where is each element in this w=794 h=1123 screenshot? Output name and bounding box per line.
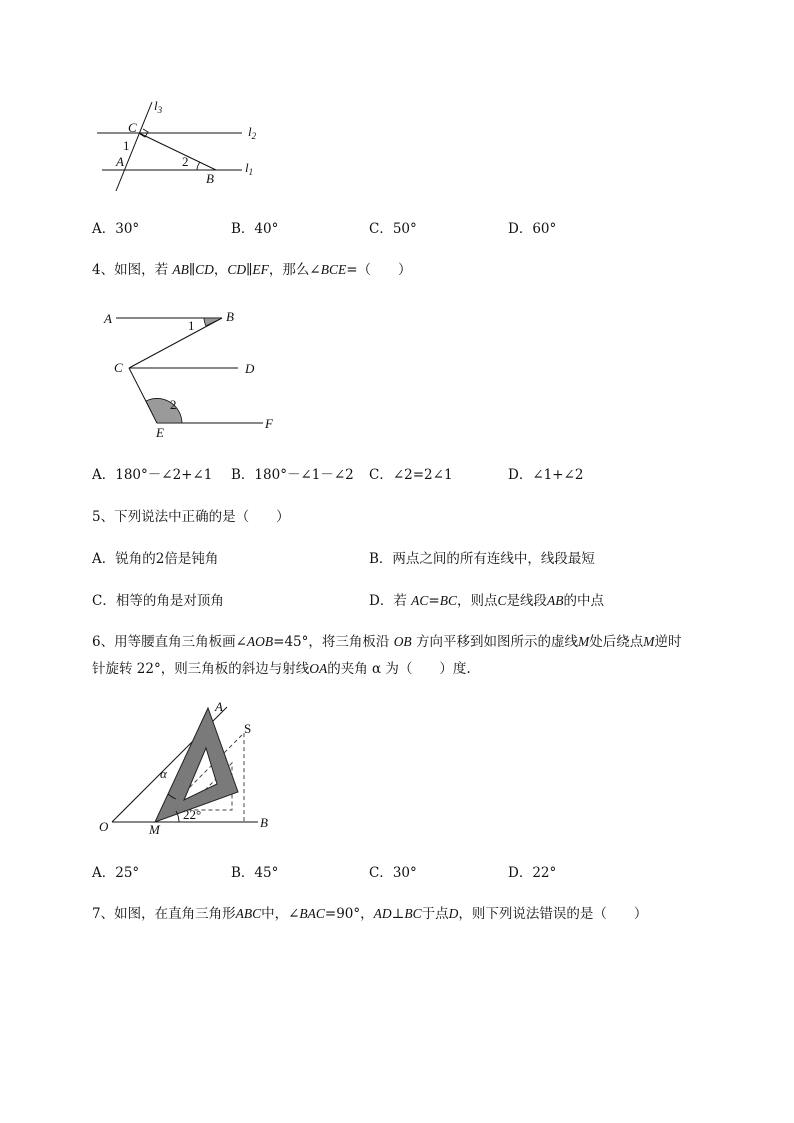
label-point-o: O [99, 819, 109, 834]
label-point-f: F [265, 416, 273, 431]
label-point-s: S [244, 721, 252, 736]
q4-number: 4、 [92, 262, 115, 278]
q7-math-ad: AD [373, 906, 392, 921]
q4-parallel-1: ∥ [188, 262, 196, 278]
label-angle-2: 2 [170, 397, 177, 412]
q5-d-pre: D．若 [369, 593, 412, 609]
q5-stem: 5、下列说法中正确的是（ ） [92, 509, 290, 525]
label-22-deg: 22° [183, 807, 202, 822]
q7-math-abc: ABC [235, 906, 262, 921]
label-point-a: A [116, 154, 124, 169]
label-point-d: D [245, 361, 255, 376]
q6-l2-pre: 针旋转 22°，则三角板的斜边与射线 [92, 661, 310, 677]
label-angle-1: 1 [188, 318, 195, 333]
q7-math-bac: BAC [299, 906, 325, 921]
q4-option-b: B．180°－∠1－∠2 [231, 467, 354, 483]
q5-d-post: 的中点 [563, 593, 604, 609]
q6-l1-mid2: 方向平移到如图所示的虚线 [411, 634, 578, 650]
q6-stem-line-1 [92, 633, 681, 651]
label-point-a: A [215, 699, 223, 714]
q7-mid2: =90°， [324, 906, 374, 922]
q4-math-bce: BCE [320, 262, 347, 277]
figure-parallel-lines-q3 [90, 98, 280, 193]
q4-math-ef: EF [252, 262, 269, 277]
q3-option-d: D．60° [508, 221, 557, 237]
q6-math-ob: OB [393, 634, 412, 649]
label-l3: $l_3$ [154, 98, 163, 115]
line-l3 [116, 102, 152, 191]
q3-option-c: C．50° [369, 221, 417, 237]
q4-math-cd-2: CD [227, 262, 247, 277]
q5-d-mid2: ，则点 [456, 593, 498, 609]
q5-option-b: B．两点之间的所有连线中，线段最短 [369, 551, 595, 567]
q6-l1-pre: 6、用等腰直角三角板画∠ [92, 634, 247, 650]
q6-option-a: A．25° [92, 865, 140, 881]
q7-pre: 7、如图，在直角三角形 [92, 906, 236, 922]
q6-l2-post: 的夹角 α 为（ ）度. [327, 661, 471, 677]
figure-zigzag-q4 [100, 305, 290, 440]
q5-option-c: C．相等的角是对顶角 [92, 593, 224, 609]
q6-stem-line-2 [92, 660, 471, 678]
q4-text-pre: 如图，若 [114, 262, 173, 278]
q4-sep-1: ， [213, 262, 228, 278]
angle-2-arc [197, 162, 200, 170]
q5-option-a: A．锐角的2倍是钝角 [92, 551, 219, 567]
q4-parallel-2: ∥ [246, 262, 253, 278]
q4-option-d: D．∠1+∠2 [508, 467, 584, 483]
q7-perp: ⊥ [391, 906, 405, 922]
q5-d-mid3: 是线段 [506, 593, 547, 609]
q6-option-c: C．30° [369, 865, 417, 881]
q6-option-b: B．45° [231, 865, 279, 881]
q6-l1-mid3: 处后绕点 [589, 634, 644, 650]
q5-d-math-c: C [497, 593, 507, 608]
q4-option-c: C．∠2=2∠1 [369, 467, 453, 483]
segment-cb [139, 133, 216, 170]
label-angle-2: 2 [182, 154, 189, 169]
q6-math-aob: AOB [246, 634, 274, 649]
q4-option-a: A．180°－∠2+∠1 [92, 467, 213, 483]
label-point-b: B [206, 171, 214, 186]
q4-math-cd: CD [195, 262, 214, 277]
q7-math-bc: BC [404, 906, 422, 921]
q5-d-math-ac: AC [411, 593, 429, 608]
label-point-m: M [149, 822, 160, 837]
q6-l1-post: 逆时 [654, 634, 682, 650]
q5-d-math-ab: AB [546, 593, 564, 608]
label-point-c: C [114, 360, 123, 375]
triangle-ruler [155, 708, 238, 822]
q7-math-d: D [448, 906, 459, 921]
q7-mid4: 于点 [421, 906, 449, 922]
angle-2-sector [146, 398, 182, 423]
label-point-e: E [156, 425, 164, 440]
q6-math-m-2: M [643, 634, 655, 649]
q4-stem [92, 261, 412, 279]
q7-mid1: 中，∠ [261, 906, 300, 922]
q5-d-eq: = [428, 593, 440, 609]
q6-l1-mid: =45°，将三角板沿 [273, 634, 394, 650]
label-angle-1: 1 [123, 138, 130, 153]
diagram-q6 [90, 700, 290, 840]
label-point-a: A [104, 311, 112, 326]
q4-math-ab: AB [172, 262, 189, 277]
q4-bracket: =（ ） [346, 262, 412, 278]
q5-d-math-bc: BC [439, 593, 457, 608]
label-point-c: C [128, 120, 137, 135]
figure-triangle-ruler-q6 [90, 700, 290, 840]
diagram-q4 [100, 305, 290, 440]
q7-post: ，则下列说法错误的是（ ） [458, 906, 648, 922]
q5-option-d [369, 592, 604, 610]
segment-bc [129, 318, 222, 368]
label-point-b: B [226, 309, 234, 324]
label-alpha: α [160, 766, 167, 781]
label-l2: $l_2$ [248, 124, 257, 141]
q6-math-m: M [577, 634, 590, 649]
q7-stem [92, 905, 647, 923]
label-l1: $l_1$ [245, 160, 254, 177]
q3-option-a: A．30° [92, 221, 140, 237]
q3-option-b: B．40° [231, 221, 279, 237]
label-point-b: B [260, 815, 268, 830]
q6-math-oa: OA [309, 661, 328, 676]
q4-sep-2: ，那么∠ [268, 262, 321, 278]
diagram-q3 [90, 98, 280, 193]
angle-1-sector [204, 318, 222, 326]
q6-option-d: D．22° [508, 865, 557, 881]
